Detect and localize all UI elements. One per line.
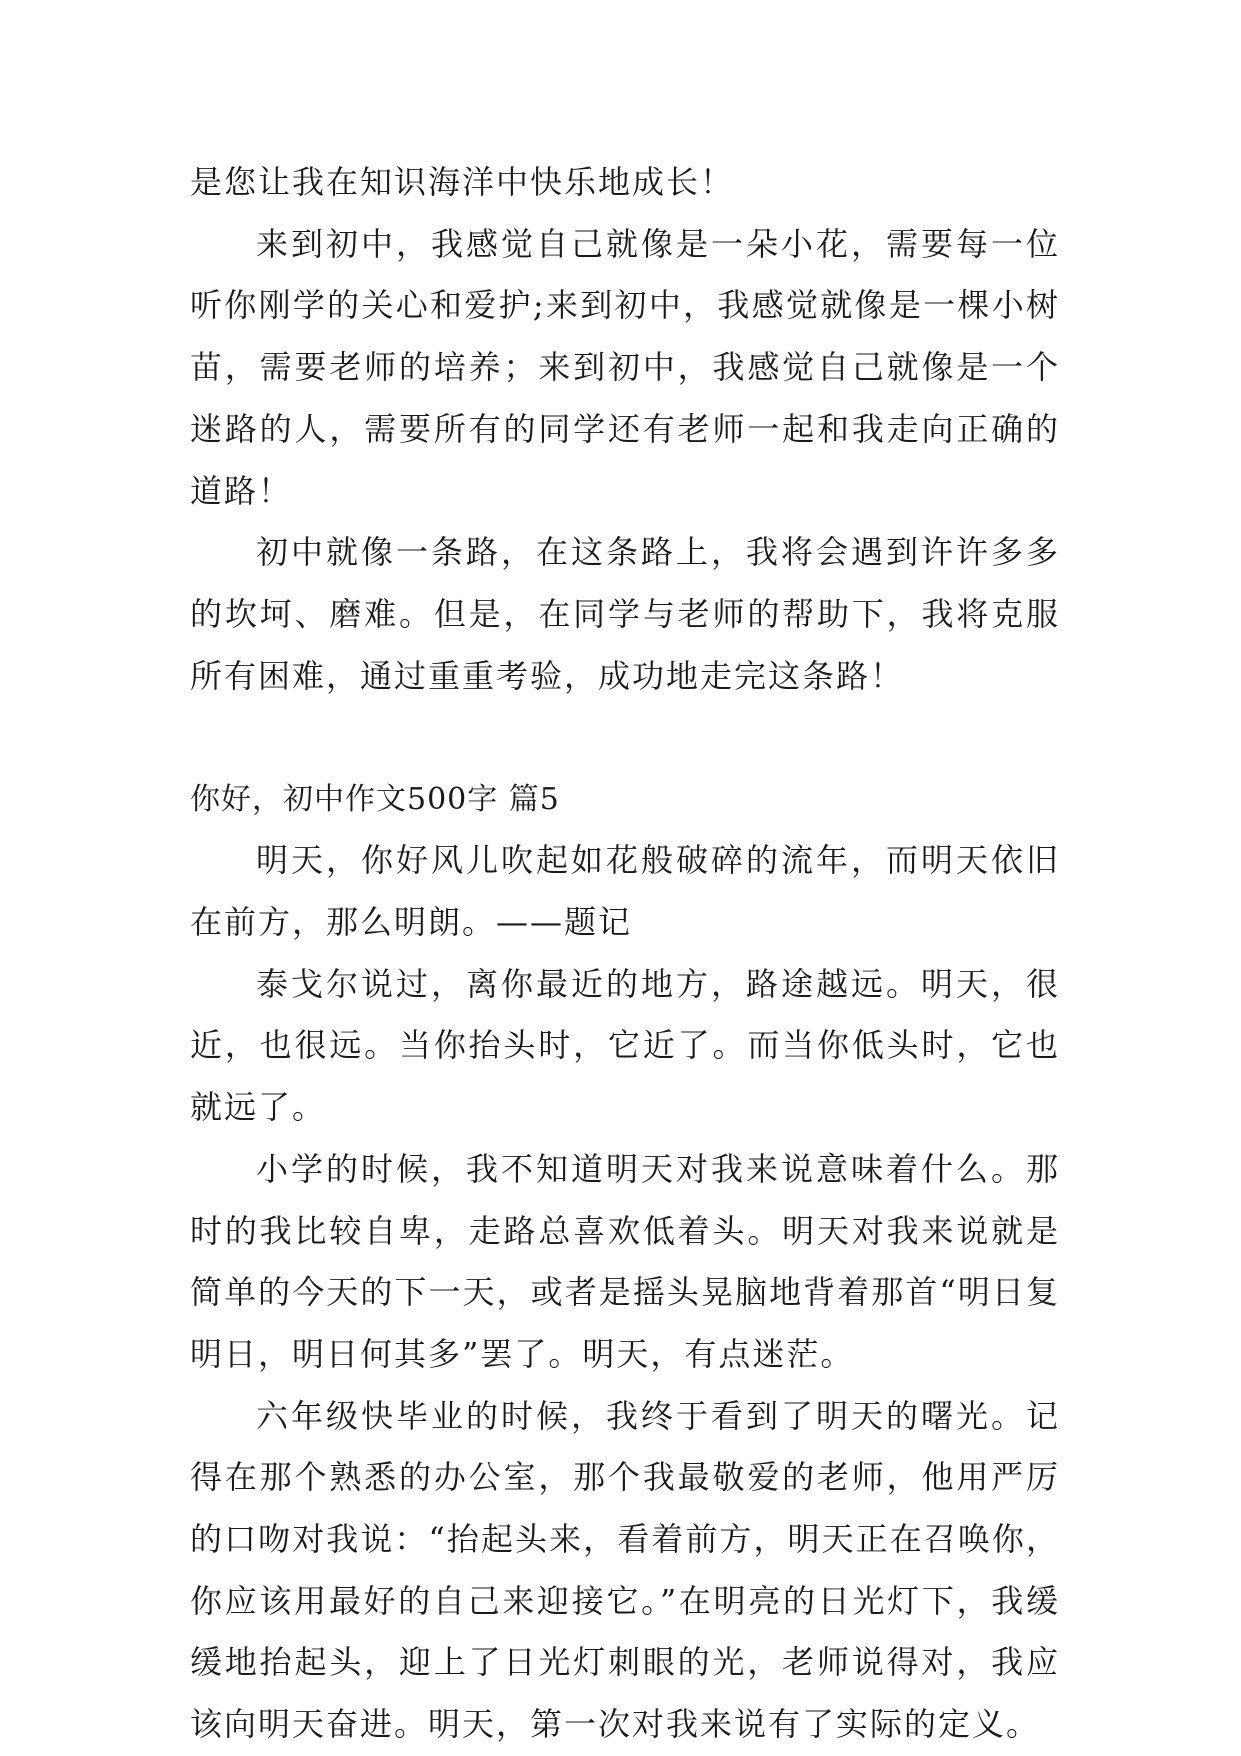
section-spacer: [190, 707, 1060, 769]
paragraph: 是您让我在知识海洋中快乐地成长！: [190, 163, 735, 201]
paragraph: 小学的时候，我不知道明天对我来说意味着什么。那时的我比较自卑，走路总喜欢低着头。明天对我来说就是简单的今天的下一天，或者是摇头晃脑地背着那首“明日复明日，明日何其多”罢了。明天，有点迷茫。: [190, 1149, 1060, 1373]
paragraph: 六年级快毕业的时候，我终于看到了明天的曙光。记得在那个熟悉的办公室，那个我最敬爱的老师，他用严厉的口吻对我说：“抬起头来，看着前方，明天正在召唤你，你应该用最好的自己来迎接它。”在明亮的日光灯下，我缓缓地抬起头，迎上了日光灯刺眼的光，老师说得对，我应该向明天奋进。明天，第一次对我来说有了实际的定义。: [190, 1396, 1060, 1744]
paragraph: 明天，你好风儿吹起如花般破碎的流年，而明天依旧在前方，那么明朗。——题记: [190, 841, 1060, 942]
paragraph: 初中就像一条路，在这条路上，我将会遇到许许多多的坎坷、磨难。但是，在同学与老师的帮助下，我将克服所有困难，通过重重考验，成功地走完这条路！: [190, 533, 1060, 695]
paragraph: 泰戈尔说过，离你最近的地方，路途越远。明天，很近，也很远。当你抬头时，它近了。而当你低头时，它也就远了。: [190, 964, 1060, 1127]
section-heading: 你好，初中作文500字 篇5: [190, 782, 560, 818]
paragraph: 来到初中，我感觉自己就像是一朵小花，需要每一位听你刚学的关心和爱护;来到初中，我感觉就像是一棵小树苗，需要老师的培养；来到初中，我感觉自己就像是一个迷路的人，需要所有的同学还有老师一起和我走向正确的道路！: [190, 224, 1060, 510]
document-page: [190, 152, 1060, 1756]
